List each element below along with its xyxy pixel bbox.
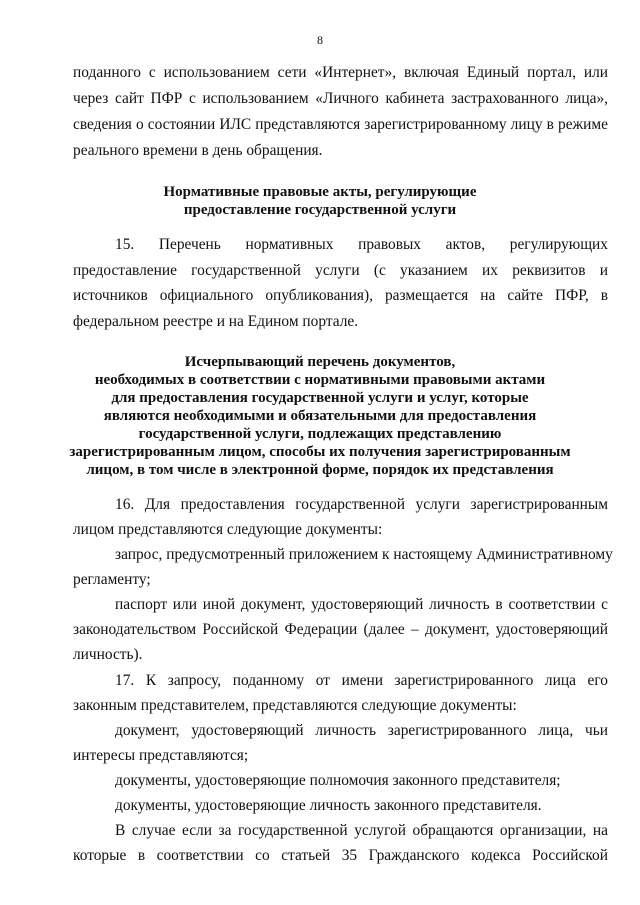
text-line: через сайт ПФР с использованием «Личного кабинета застрахованного лица»,	[73, 90, 608, 107]
heading-line: зарегистрированным лицом, способы их получения зарегистрированным	[69, 444, 571, 460]
text-line: паспорт или иной документ, удостоверяющий личность в соответствии с	[115, 596, 608, 613]
text-line: федеральном реестре и на Едином портале.	[73, 313, 359, 330]
heading-line: государственной услуги, подлежащих представлению	[138, 426, 502, 442]
text-line: документ, удостоверяющий личность зарегистрированного лица, чьи	[115, 722, 608, 739]
heading-line: Исчерпывающий перечень документов,	[184, 354, 456, 370]
text-line: лицом представляются следующие документы:	[73, 521, 383, 538]
heading-line: лицом, в том числе в электронной форме, порядок их представления	[86, 462, 554, 478]
heading-line: являются необходимыми и обязательными для предоставления	[103, 408, 537, 424]
heading-line: предоставление государственной услуги	[183, 202, 457, 218]
text-line: предоставление государственной услуги (с указанием их реквизитов и	[73, 262, 608, 279]
text-line: 17. К запросу, поданному от имени зарегистрированного лица его	[115, 672, 608, 689]
text-line: В случае если за государственной услугой обращаются организации, на	[115, 822, 608, 839]
text-line: сведения о состоянии ИЛС представляются зарегистрированному лицу в режиме	[73, 116, 608, 133]
heading-line: необходимых в соответствии с нормативными правовыми актами	[94, 372, 546, 388]
text-line: 16. Для предоставления государственной услуги зарегистрированным	[115, 496, 608, 513]
text-line: законным представителем, представляются следующие документы:	[73, 697, 517, 714]
page-number: 8	[317, 33, 323, 47]
heading-line: для предоставления государственной услуги и услуг, которые	[111, 390, 529, 406]
text-line: регламенту;	[73, 571, 151, 588]
heading-line: Нормативные правовые акты, регулирующие	[163, 184, 477, 200]
text-line: документы, удостоверяющие личность законного представителя.	[115, 797, 542, 814]
text-line: поданного с использованием сети «Интернет», включая Единый портал, или	[73, 64, 608, 81]
text-line: личность).	[73, 646, 143, 663]
text-line: документы, удостоверяющие полномочия законного представителя;	[115, 772, 561, 789]
text-line: интересы представляются;	[73, 747, 249, 764]
text-line: запрос, предусмотренный приложением к настоящему Административному	[115, 546, 613, 563]
text-line: 15. Перечень нормативных правовых актов, регулирующих	[115, 236, 608, 253]
text-line: законодательством Российской Федерации (далее – документ, удостоверяющий	[73, 621, 608, 638]
text-line: источников официального опубликования), размещается на сайте ПФР, в	[73, 287, 608, 304]
text-line: которые в соответствии со статьей 35 Гражданского кодекса Российской	[73, 847, 608, 864]
text-line: реального времени в день обращения.	[73, 142, 323, 159]
